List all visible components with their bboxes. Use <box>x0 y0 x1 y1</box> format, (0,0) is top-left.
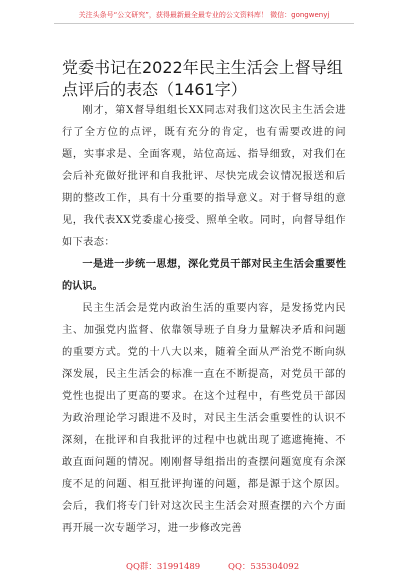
paragraph-body: 民主生活会是党内政治生活的重要内容，是发扬党内民主、加强党内监督、依靠领导班子自身力量解决矛盾和问题的重要方式。党的十八大以来，随着全面从严治党不断向纵深发展，民主生活会的标准一直在不断提高，对党员干部的党性也提出了更高的要求。在这个过程中，有些党员干部因为政治理论学习跟进不及时，对民主生活会重要性的认识不深刻，在批评和自我批评的过程中也就出现了遮遮掩掩、不敢直面问题的情况。刚刚督导组指出的查摆问题宽度有余深度不足的问题、相互批评拘谨的问题，都是源于这个原因。会后，我们将专门针对这次民主生活会对照查摆的六个方面再开展一次专题学习，进一步修改完善 <box>62 303 346 534</box>
section-heading: 一是进一步统一思想，深化党员干部对民主生活会重要性的认识。 <box>62 259 346 292</box>
document-body <box>62 100 346 540</box>
paragraph-intro: 刚才，第X督导组组长XX同志对我们这次民主生活会进行了全方位的点评，既有充分的肯定，也有需要改进的问题，实事求是、全面客观，站位高远、指导细致，对我们在会后补充做好批评和自我批评、尽快完成会议情况报送和后期的整改工作，具有十分重要的指导意义。对于督导组的意见，我代表XX党委虚心接受、照单全收。同时，向督导组作如下表态： <box>62 105 346 248</box>
footer-qq-group: QQ群：31991489 <box>126 562 201 572</box>
header-banner: 关注头条号“公文研究”，获得最新最全最专业的公文资料库！ 微信：gongwenyj <box>54 9 354 24</box>
document-title: 党委书记在2022年民主生活会上督导组点评后的表态（1461字） <box>62 58 343 99</box>
footer-qq-contact: QQ：535304092 <box>228 562 300 572</box>
footer <box>0 560 408 574</box>
